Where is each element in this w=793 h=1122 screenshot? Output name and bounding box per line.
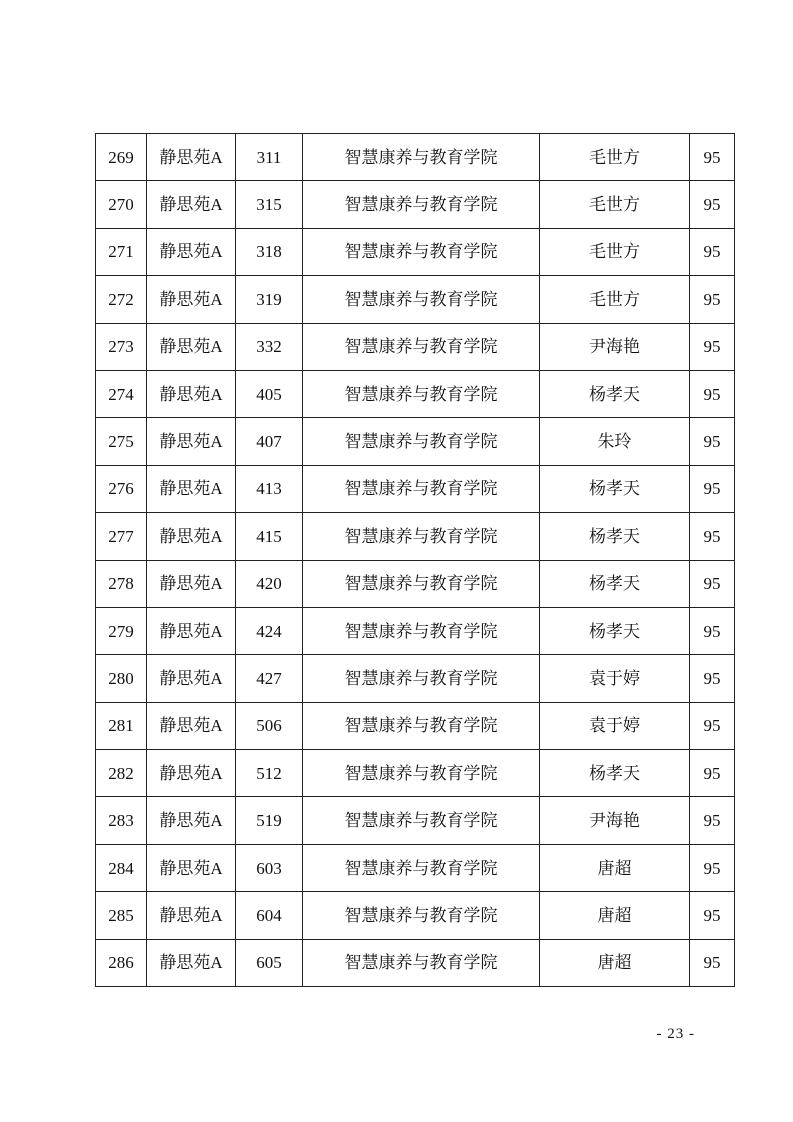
person-cell: 毛世方 (540, 134, 690, 181)
building-cell: 静思苑A (147, 939, 236, 986)
page-number: - 23 - (656, 1026, 695, 1042)
college-cell: 智慧康养与教育学院 (303, 797, 540, 844)
person-cell: 唐超 (540, 892, 690, 939)
row-number: 270 (96, 181, 147, 228)
building-cell: 静思苑A (147, 418, 236, 465)
score-cell: 95 (690, 844, 735, 891)
person-cell: 毛世方 (540, 276, 690, 323)
room-cell: 427 (236, 655, 303, 702)
building-cell: 静思苑A (147, 797, 236, 844)
room-cell: 512 (236, 750, 303, 797)
building-cell: 静思苑A (147, 702, 236, 749)
table-row (96, 181, 735, 228)
table-row (96, 465, 735, 512)
score-cell: 95 (690, 370, 735, 417)
building-cell: 静思苑A (147, 323, 236, 370)
row-number: 280 (96, 655, 147, 702)
row-number: 269 (96, 134, 147, 181)
building-cell: 静思苑A (147, 844, 236, 891)
score-cell: 95 (690, 134, 735, 181)
row-number: 285 (96, 892, 147, 939)
score-cell: 95 (690, 228, 735, 275)
room-cell: 420 (236, 560, 303, 607)
row-number: 275 (96, 418, 147, 465)
table-row (96, 892, 735, 939)
person-cell: 杨孝天 (540, 607, 690, 654)
college-cell: 智慧康养与教育学院 (303, 323, 540, 370)
table-row (96, 750, 735, 797)
row-number: 283 (96, 797, 147, 844)
college-cell: 智慧康养与教育学院 (303, 655, 540, 702)
room-cell: 318 (236, 228, 303, 275)
table-row (96, 134, 735, 181)
person-cell: 尹海艳 (540, 323, 690, 370)
person-cell: 杨孝天 (540, 465, 690, 512)
score-cell: 95 (690, 513, 735, 560)
room-cell: 332 (236, 323, 303, 370)
row-number: 286 (96, 939, 147, 986)
table-row (96, 702, 735, 749)
building-cell: 静思苑A (147, 513, 236, 560)
college-cell: 智慧康养与教育学院 (303, 181, 540, 228)
row-number: 281 (96, 702, 147, 749)
table-row (96, 607, 735, 654)
room-cell: 319 (236, 276, 303, 323)
person-cell: 杨孝天 (540, 560, 690, 607)
person-cell: 袁于婷 (540, 655, 690, 702)
table-row (96, 797, 735, 844)
table-body (96, 134, 735, 987)
college-cell: 智慧康养与教育学院 (303, 134, 540, 181)
room-cell: 424 (236, 607, 303, 654)
score-cell: 95 (690, 465, 735, 512)
person-cell: 毛世方 (540, 228, 690, 275)
table-row (96, 655, 735, 702)
table-row (96, 513, 735, 560)
row-number: 278 (96, 560, 147, 607)
room-cell: 506 (236, 702, 303, 749)
college-cell: 智慧康养与教育学院 (303, 513, 540, 560)
person-cell: 杨孝天 (540, 513, 690, 560)
room-cell: 604 (236, 892, 303, 939)
college-cell: 智慧康养与教育学院 (303, 560, 540, 607)
college-cell: 智慧康养与教育学院 (303, 892, 540, 939)
room-cell: 407 (236, 418, 303, 465)
college-cell: 智慧康养与教育学院 (303, 276, 540, 323)
college-cell: 智慧康养与教育学院 (303, 750, 540, 797)
score-cell: 95 (690, 560, 735, 607)
building-cell: 静思苑A (147, 607, 236, 654)
room-cell: 405 (236, 370, 303, 417)
building-cell: 静思苑A (147, 655, 236, 702)
room-cell: 519 (236, 797, 303, 844)
row-number: 272 (96, 276, 147, 323)
building-cell: 静思苑A (147, 370, 236, 417)
building-cell: 静思苑A (147, 560, 236, 607)
room-cell: 311 (236, 134, 303, 181)
table-row (96, 560, 735, 607)
person-cell: 朱玲 (540, 418, 690, 465)
row-number: 276 (96, 465, 147, 512)
table-row (96, 323, 735, 370)
row-number: 273 (96, 323, 147, 370)
building-cell: 静思苑A (147, 465, 236, 512)
score-cell: 95 (690, 418, 735, 465)
college-cell: 智慧康养与教育学院 (303, 228, 540, 275)
score-cell: 95 (690, 750, 735, 797)
room-cell: 603 (236, 844, 303, 891)
row-number: 271 (96, 228, 147, 275)
college-cell: 智慧康养与教育学院 (303, 370, 540, 417)
college-cell: 智慧康养与教育学院 (303, 702, 540, 749)
college-cell: 智慧康养与教育学院 (303, 939, 540, 986)
table-row (96, 228, 735, 275)
score-cell: 95 (690, 323, 735, 370)
room-cell: 315 (236, 181, 303, 228)
table-row (96, 276, 735, 323)
person-cell: 唐超 (540, 844, 690, 891)
table-row (96, 370, 735, 417)
table-row (96, 418, 735, 465)
row-number: 274 (96, 370, 147, 417)
score-cell: 95 (690, 892, 735, 939)
building-cell: 静思苑A (147, 134, 236, 181)
person-cell: 唐超 (540, 939, 690, 986)
table-row (96, 939, 735, 986)
college-cell: 智慧康养与教育学院 (303, 844, 540, 891)
person-cell: 尹海艳 (540, 797, 690, 844)
score-cell: 95 (690, 702, 735, 749)
score-cell: 95 (690, 655, 735, 702)
row-number: 282 (96, 750, 147, 797)
room-cell: 605 (236, 939, 303, 986)
row-number: 279 (96, 607, 147, 654)
score-cell: 95 (690, 939, 735, 986)
score-cell: 95 (690, 181, 735, 228)
college-cell: 智慧康养与教育学院 (303, 418, 540, 465)
person-cell: 杨孝天 (540, 750, 690, 797)
score-cell: 95 (690, 607, 735, 654)
building-cell: 静思苑A (147, 228, 236, 275)
person-cell: 毛世方 (540, 181, 690, 228)
building-cell: 静思苑A (147, 892, 236, 939)
score-cell: 95 (690, 797, 735, 844)
college-cell: 智慧康养与教育学院 (303, 607, 540, 654)
building-cell: 静思苑A (147, 181, 236, 228)
room-cell: 415 (236, 513, 303, 560)
building-cell: 静思苑A (147, 750, 236, 797)
person-cell: 杨孝天 (540, 370, 690, 417)
score-cell: 95 (690, 276, 735, 323)
dormitory-score-table (95, 133, 735, 987)
room-cell: 413 (236, 465, 303, 512)
table-row (96, 844, 735, 891)
building-cell: 静思苑A (147, 276, 236, 323)
row-number: 277 (96, 513, 147, 560)
college-cell: 智慧康养与教育学院 (303, 465, 540, 512)
row-number: 284 (96, 844, 147, 891)
person-cell: 袁于婷 (540, 702, 690, 749)
